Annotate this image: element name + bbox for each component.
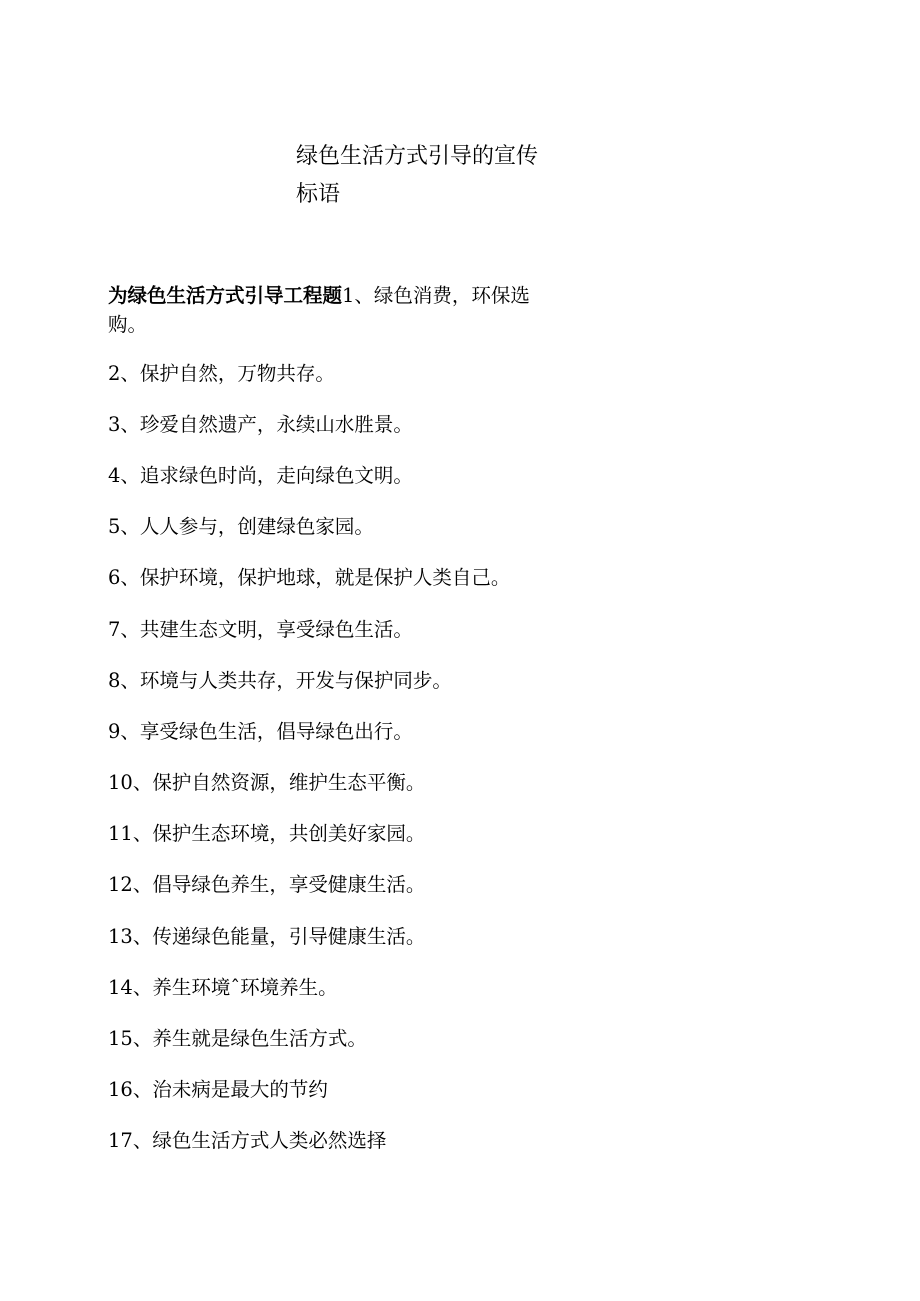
slogan-item: 13、传递绿色能量，引导健康生活。 bbox=[108, 925, 426, 948]
slogan-item: 15、养生就是绿色生活方式。 bbox=[108, 1027, 367, 1050]
slogan-item: 4、追求绿色时尚，走向绿色文明。 bbox=[108, 464, 413, 487]
slogan-item: 12、倡导绿色养生，享受健康生活。 bbox=[108, 873, 426, 896]
slogan-item: 7、共建生态文明，享受绿色生活。 bbox=[108, 618, 413, 641]
document-title bbox=[296, 138, 566, 214]
intro-lead: 为绿色生活方式引导工程题 bbox=[108, 284, 343, 307]
slogan-item: 3、珍爱自然遗产，永续山水胜景。 bbox=[108, 413, 413, 436]
slogan-item: 2、保护自然，万物共存。 bbox=[108, 362, 335, 385]
slogan-item: 16、治未病是最大的节约 bbox=[108, 1078, 328, 1101]
slogan-item: 5、人人参与，创建绿色家园。 bbox=[108, 515, 374, 538]
slogan-item: 14、养生环境ˆ环境养生。 bbox=[108, 976, 338, 999]
slogan-item: 9、享受绿色生活，倡导绿色出行。 bbox=[108, 720, 413, 743]
intro-paragraph bbox=[108, 281, 568, 339]
title-line-1: 绿色生活方式引导的宣传 bbox=[296, 144, 539, 169]
slogan-list bbox=[108, 281, 568, 1152]
slogan-item: 11、保护生态环境，共创美好家园。 bbox=[108, 822, 426, 845]
slogan-item: 17、绿色生活方式人类必然选择 bbox=[108, 1129, 387, 1152]
slogan-item: 6、保护环境，保护地球，就是保护人类自己。 bbox=[108, 566, 511, 589]
intro-first-slogan: 1、绿色消费，环保选购。 bbox=[108, 284, 530, 336]
slogan-item: 8、环境与人类共存，开发与保护同步。 bbox=[108, 669, 452, 692]
title-line-2: 标语 bbox=[296, 182, 341, 207]
slogan-item: 10、保护自然资源，维护生态平衡。 bbox=[108, 771, 426, 794]
